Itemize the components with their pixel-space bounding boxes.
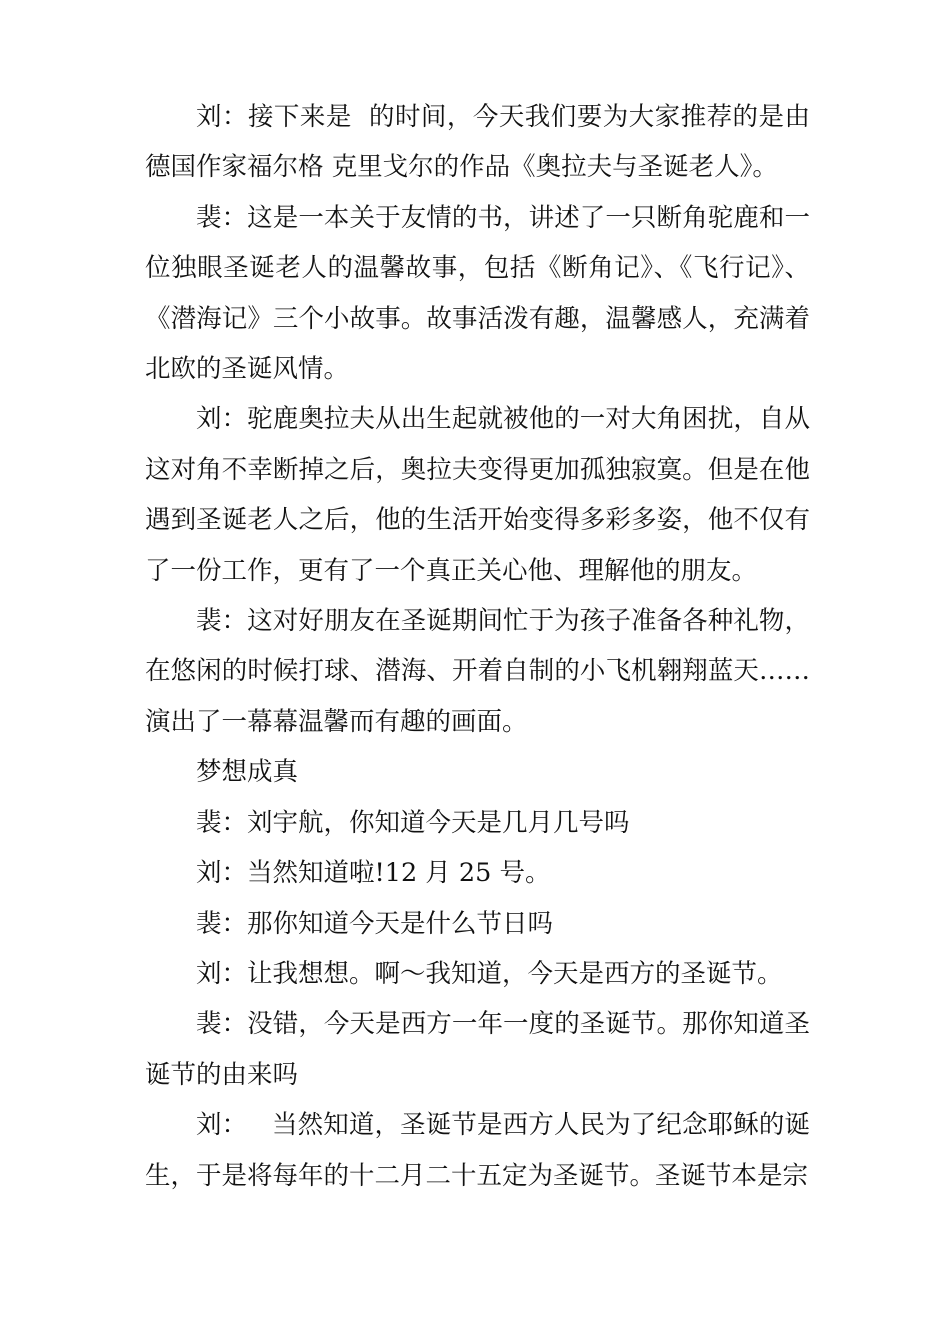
paragraph: 裴：没错，今天是西方一年一度的圣诞节。那你知道圣诞节的由来吗 [145, 1009, 810, 1090]
section-heading: 梦想成真 [196, 757, 299, 788]
paragraph: 刘：接下来是 的时间，今天我们要为大家推荐的是由德国作家福尔格 克里戈尔的作品《奥拉夫与圣诞老人》。 [145, 102, 810, 183]
paragraph: 刘：驼鹿奥拉夫从出生起就被他的一对大角困扰，自从这对角不幸断掉之后，奥拉夫变得更加孤独寂寞。但是在他遇到圣诞老人之后，他的生活开始变得多彩多姿，他不仅有了一份工作，更有了一个真正关心他、理解他的朋友。 [145, 404, 810, 586]
paragraph: 刘：让我想想。啊～我知道，今天是西方的圣诞节。 [196, 958, 783, 989]
paragraph: 裴：刘宇航，你知道今天是几月几号吗 [196, 807, 630, 838]
paragraph: 裴：这对好朋友在圣诞期间忙于为孩子准备各种礼物，在悠闲的时候打球、潜海、开着自制的小飞机翱翔蓝天……演出了一幕幕温馨而有趣的画面。 [145, 606, 810, 737]
paragraph: 刘：当然知道啦!12 月 25 号。 [196, 858, 551, 889]
paragraph: 裴：这是一本关于友情的书，讲述了一只断角驼鹿和一位独眼圣诞老人的温馨故事，包括《断角记》、《飞行记》、《潜海记》三个小故事。故事活泼有趣，温馨感人，充满着北欧的圣诞风情。 [145, 202, 810, 385]
paragraph: 裴：那你知道今天是什么节日吗 [196, 908, 554, 939]
document-body [145, 92, 810, 1201]
paragraph: 刘： 当然知道，圣诞节是西方人民为了纪念耶稣的诞生，于是将每年的十二月二十五定为圣诞节。圣诞节本是宗 [145, 1110, 810, 1191]
